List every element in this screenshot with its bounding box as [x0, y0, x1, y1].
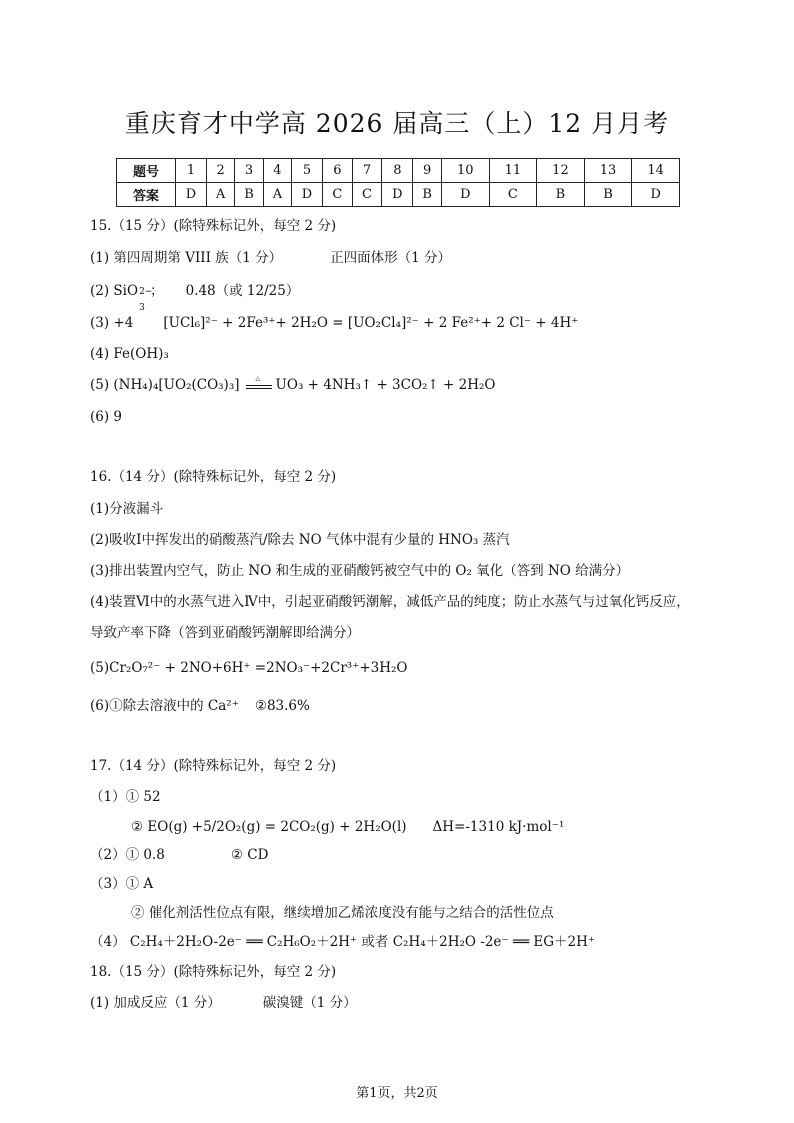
page-footer: 第1页，共2页	[356, 1086, 438, 1101]
q16-part3: (3)排出装置内空气，防止 NO 和生成的亚硝酸钙被空气中的 O₂ 氧化（答到 NO 给满分）	[90, 563, 630, 579]
q17-part1-b	[131, 818, 564, 836]
q16-part2: (2)吸收Ⅰ中挥发出的硝酸蒸汽/除去 NO 气体中混有少量的 HNO₃ 蒸汽	[90, 532, 510, 548]
q15-header: 15.（15 分）(除特殊标记外，每空 2 分)	[90, 218, 337, 234]
table-cell: A	[263, 183, 291, 207]
heating-symbol: △	[255, 375, 261, 382]
q16-header: 16.（14 分）(除特殊标记外，每空 2 分)	[90, 469, 337, 485]
table-cell: 3	[235, 159, 264, 183]
table-cell: D	[442, 183, 490, 207]
q15-part5	[90, 376, 496, 394]
q15-part3-label: (3) +4	[90, 315, 134, 331]
q15-part6: (6) 9	[90, 409, 123, 425]
table-cell: D	[632, 183, 680, 207]
q15-part4: (4) Fe(OH)₃	[90, 346, 169, 362]
table-cell: 6	[322, 159, 352, 183]
q15-part2-sep: ；	[150, 283, 164, 299]
q15-part1	[90, 249, 451, 267]
table-cell: 4	[263, 159, 291, 183]
q17-part2	[90, 846, 268, 864]
table-cell: 13	[584, 159, 632, 183]
answer-table	[116, 158, 680, 207]
table-cell: B	[413, 183, 442, 207]
q17-part1-b-dh: ΔH=-1310 kJ·mol⁻¹	[432, 819, 565, 835]
q15-part3	[90, 314, 578, 332]
table-cell: B	[584, 183, 632, 207]
q15-part2-value: 0.48（或 12/25）	[185, 283, 300, 299]
table-cell: 10	[442, 159, 490, 183]
heating-condition	[246, 375, 272, 389]
table-cell: 1	[176, 159, 207, 183]
q15-part1-a: (1) 第四周期第 VIII 族（1 分）	[90, 250, 283, 266]
table-cell: 9	[413, 159, 442, 183]
table-cell: 11	[489, 159, 537, 183]
q17-part2-a: （2）① 0.8	[90, 847, 165, 863]
q17-part1-a: （1）① 52	[90, 789, 161, 805]
q16-part6	[90, 697, 310, 715]
q16-part1: (1)分液漏斗	[90, 501, 164, 517]
q16-part4-line1: (4)装置Ⅵ中的水蒸气进入Ⅳ中，引起亚硝酸钙潮解，减低产品的纯度；防止水蒸气与过氧化钙反应，	[90, 594, 690, 610]
q15-part3-equation: [UCl₆]²⁻ + 2Fe³⁺+ 2H₂O = [UO₂Cl₄]²⁻ + 2 Fe²⁺+ 2 Cl⁻ + 4H⁺	[163, 315, 579, 331]
table-cell: C	[489, 183, 537, 207]
table-row-numbers	[117, 159, 680, 183]
q17-part2-b: ② CD	[230, 847, 269, 863]
q16-part6-a: (6)①除去溶液中的 Ca²⁺	[90, 698, 239, 714]
q18-header: 18.（15 分）(除特殊标记外，每空 2 分)	[90, 964, 337, 980]
table-cell: 5	[291, 159, 322, 183]
table-cell: 12	[537, 159, 585, 183]
table-cell: 8	[382, 159, 413, 183]
q15-part2: (2) SiO 2− 3 ； 0.48（或 12/25）	[90, 283, 300, 313]
q17-part1-b-eq: ② EO(g) +5/2O₂(g) = 2CO₂(g) + 2H₂O(l)	[131, 819, 407, 835]
page-title: 重庆育才中学高 2026 届高三（上）12 月月考	[124, 109, 670, 138]
q17-part3-b: ② 催化剂活性位点有限，继续增加乙烯浓度没有能与之结合的活性位点	[131, 905, 554, 921]
table-cell: 14	[632, 159, 680, 183]
q16-part6-b: ②83.6%	[254, 698, 310, 714]
table-cell: D	[176, 183, 207, 207]
q17-part3-a: （3）① A	[90, 876, 154, 892]
table-cell: D	[291, 183, 322, 207]
table-cell: B	[537, 183, 585, 207]
table-cell: A	[207, 183, 235, 207]
q15-part1-b: 正四面体形（1 分）	[330, 250, 452, 266]
table-cell: C	[322, 183, 352, 207]
q18-part1	[90, 994, 357, 1012]
q18-part1-b: 碳溴键（1 分）	[262, 995, 357, 1011]
q15-part2-label: (2) SiO	[90, 283, 139, 299]
q16-part4-line2: 导致产率下降（答到亚硝酸钙潮解即给满分）	[90, 625, 360, 641]
q18-part1-a: (1) 加成反应（1 分）	[90, 995, 221, 1011]
q15-part5-right: UO₃ + 4NH₃↑ + 3CO₂↑ + 2H₂O	[275, 377, 496, 393]
table-cell: 7	[352, 159, 382, 183]
table-cell: D	[382, 183, 413, 207]
row-label-numbers: 题号	[117, 159, 176, 183]
table-cell: B	[235, 183, 264, 207]
table-cell: C	[352, 183, 382, 207]
q17-header: 17.（14 分）(除特殊标记外，每空 2 分)	[90, 758, 337, 774]
q15-part5-left: (5) (NH₄)₄[UO₂(CO₃)₃]	[90, 377, 240, 393]
q17-part4: （4） C₂H₄＋2H₂O-2e⁻ ══ C₂H₆O₂＋2H⁺ 或者 C₂H₄＋2H₂O -2e⁻ ══ EG＋2H⁺	[90, 934, 596, 950]
q16-part5: (5)Cr₂O₇²⁻ + 2NO+6H⁺ =2NO₃⁻+2Cr³⁺+3H₂O	[90, 660, 408, 676]
table-row-answers	[117, 183, 680, 207]
table-cell: 2	[207, 159, 235, 183]
row-label-answers: 答案	[117, 183, 176, 207]
